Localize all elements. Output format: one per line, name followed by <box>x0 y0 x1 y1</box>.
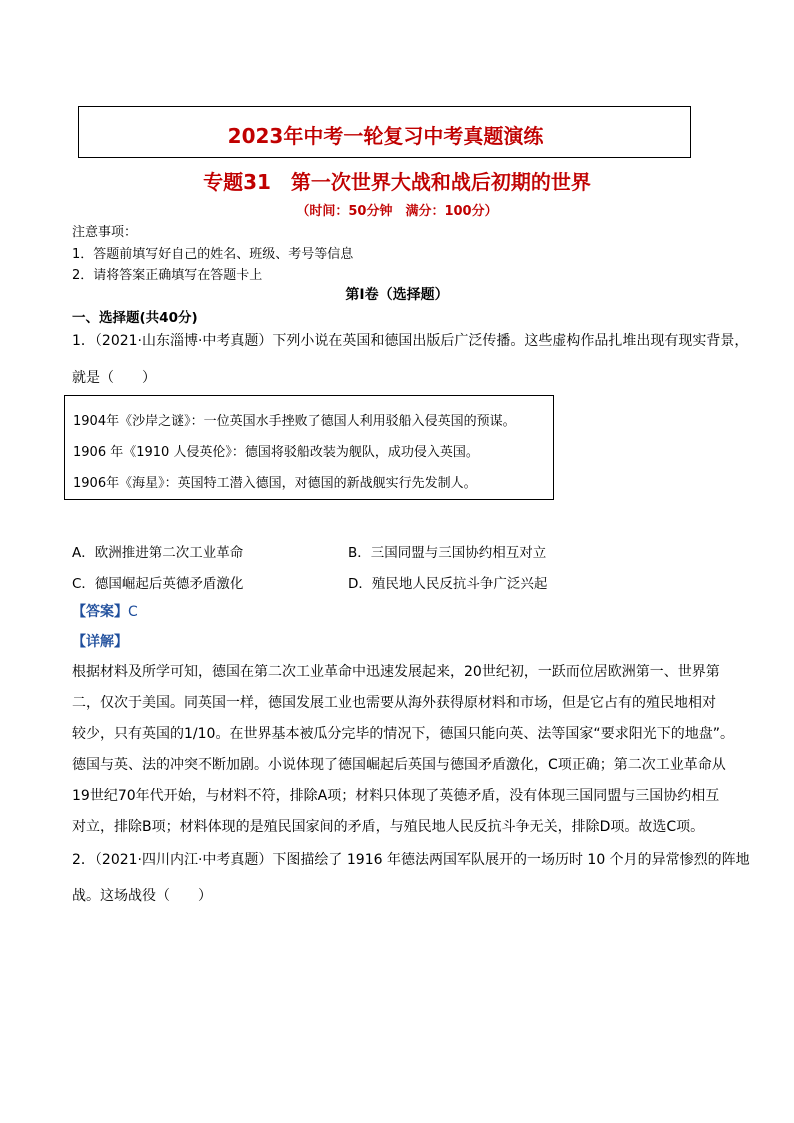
detail-line: 根据材料及所学可知，德国在第二次工业革命中迅速发展起来，20世纪初，一跃而位居欧洲第一、世界第 <box>72 664 720 680</box>
section-title: 第I卷（选择题） <box>345 287 449 303</box>
detail-line: 对立，排除B项；材料体现的是殖民国家间的矛盾，与殖民地人民反抗斗争无关，排除D项。故选C项。 <box>72 819 705 835</box>
material-line: 1904年《沙岸之谜》：一位英国水手挫败了德国人利用驳船入侵英国的预谋。 <box>73 414 516 429</box>
answer-label: 【答案】 <box>72 604 128 620</box>
detail-line: 较少，只有英国的1/10。在世界基本被瓜分完毕的情况下，德国只能向英、法等国家“要求阳光下的地盘”。 <box>72 726 734 742</box>
main-title: 2023年中考一轮复习中考真题演练 <box>227 124 544 148</box>
option-d: D．殖民地人民反抗斗争广泛兴起 <box>348 576 548 592</box>
answer-row <box>72 601 138 621</box>
option-c: C．德国崛起后英德矛盾激化 <box>72 576 244 592</box>
title-box <box>78 106 691 158</box>
option-a: A．欧洲推进第二次工业革命 <box>72 545 244 561</box>
q2-stem-end: 战。这场战役（ ） <box>72 888 212 904</box>
detail-label: 【详解】 <box>72 634 128 650</box>
notes-heading: 注意事项： <box>72 225 138 240</box>
q1-stem-end: 就是（ ） <box>72 370 156 386</box>
q1-material-box <box>64 395 554 500</box>
material-line: 1906 年《1910 人侵英伦》：德国将驳船改装为舰队，成功侵入英国。 <box>73 445 479 460</box>
part-title: 一、选择题(共40分) <box>72 310 198 326</box>
option-b: B．三国同盟与三国协约相互对立 <box>348 545 547 561</box>
detail-line: 德国与英、法的冲突不断加剧。小说体现了德国崛起后英国与德国矛盾激化，C项正确；第二次工业革命从 <box>72 757 726 773</box>
note-item: 2．请将答案正确填写在答题卡上 <box>72 268 263 283</box>
detail-line: 19世纪70年代开始，与材料不符，排除A项；材料只体现了英德矛盾，没有体现三国同盟与三国协约相互 <box>72 788 720 804</box>
note-item: 1．答题前填写好自己的姓名、班级、考号等信息 <box>72 247 354 262</box>
subtitle: 专题31 第一次世界大战和战后初期的世界 <box>203 170 591 194</box>
time-info: （时间：50分钟 满分：100分） <box>296 204 498 219</box>
material-line: 1906年《海星》：英国特工潜入德国，对德国的新战舰实行先发制人。 <box>73 476 477 491</box>
q1-stem: 1．（2021·山东淄博·中考真题）下列小说在英国和德国出版后广泛传播。这些虚构作品扎堆出现有现实背景， <box>72 333 749 349</box>
detail-row <box>72 631 128 651</box>
answer-value: C <box>128 604 138 620</box>
q2-stem: 2．（2021·四川内江·中考真题）下图描绘了 1916 年德法两国军队展开的一场历时 10 个月的异常惨烈的阵地 <box>72 852 750 868</box>
detail-line: 二，仅次于美国。同英国一样，德国发展工业也需要从海外获得原材料和市场，但是它占有的殖民地相对 <box>72 695 716 711</box>
